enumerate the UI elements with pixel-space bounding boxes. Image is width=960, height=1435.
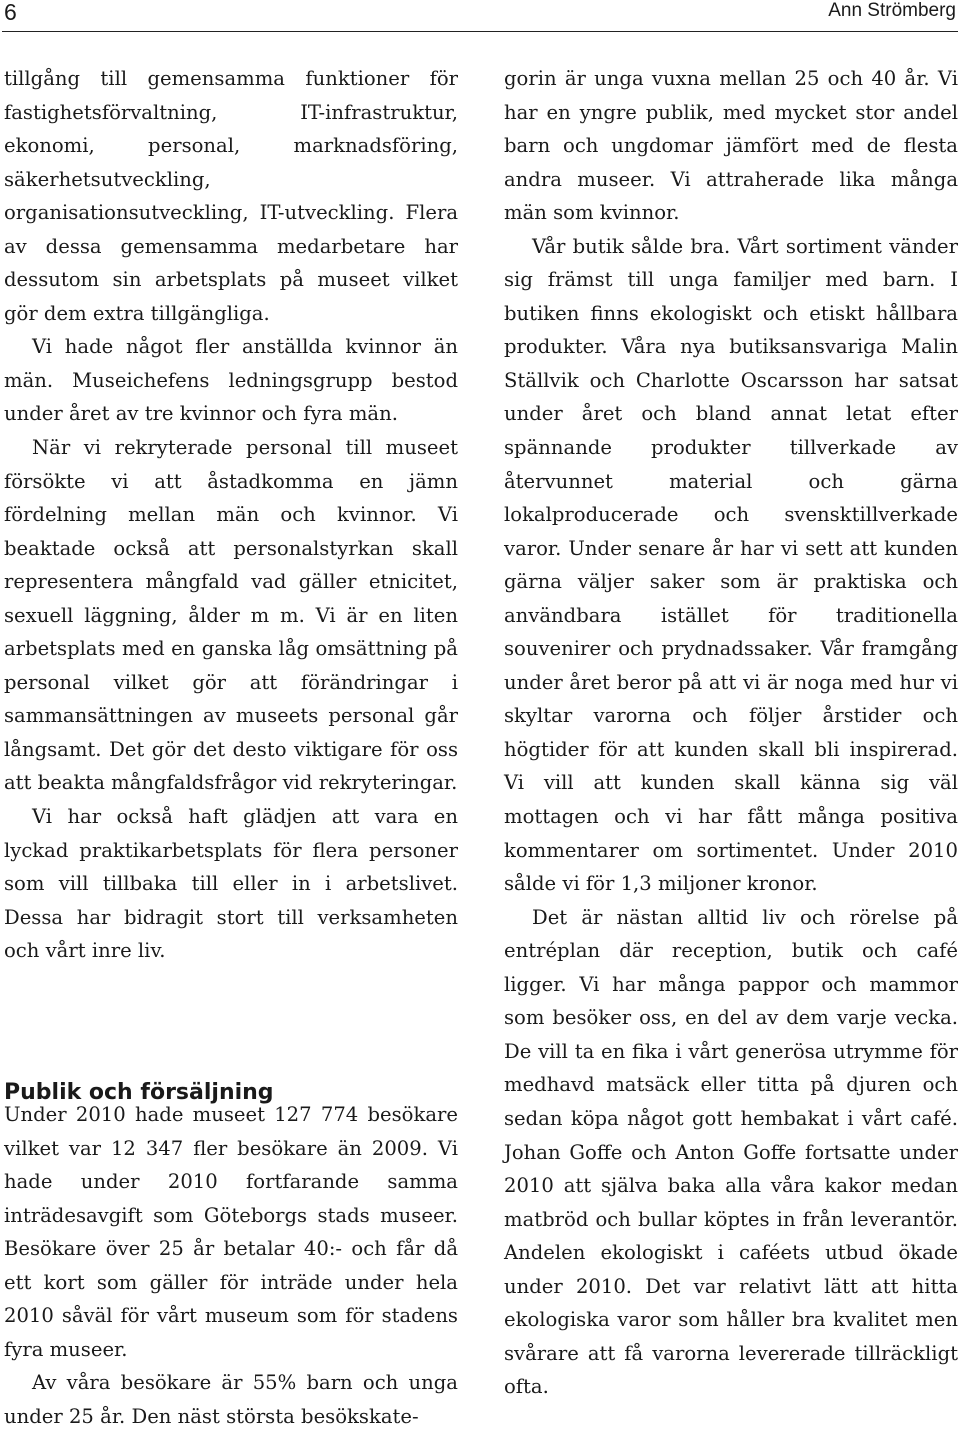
- running-head-author: Ann Strömberg: [828, 0, 956, 21]
- page-number: 6: [4, 0, 17, 25]
- header-rule: [2, 31, 958, 32]
- paragraph-internships: Vi har också haft glädjen att vara en lyckad praktikarbetsplats för flera personer som vill tillbaka till eller in i arbetslivet. Dessa har bidragit stort till verksamheten och vårt inre liv.: [4, 805, 458, 963]
- paragraph-shared-functions: tillgång till gemensamma funktioner för fastighetsförvaltning, IT-infrastruktur, ekonomi, personal, marknadsföring, säkerhetsutveckling, organisationsutveckling, IT-utveckling. Flera av dessa gemensamma medarbetare har dessutom sin arbetsplats på museet vilket gör dem extra tillgängliga.: [4, 67, 458, 325]
- paragraph-young-audience: gorin är unga vuxna mellan 25 och 40 år. Vi har en yngre publik, med mycket stor andel barn och ungdomar jämfört med de flesta andra museer. Vi attraherade lika många män som kvinnor.: [504, 67, 958, 225]
- paragraph-cafe: Det är nästan alltid liv och rörelse på entréplan där reception, butik och café ligger. Vi har många pappor och mammor som besöker oss, en del av dem varje vecka. De vill ta en fika i vårt generösa utrymme för medhavd matsäck eller titta på djuren och sedan köpa något gott hembakat i vårt café. Johan Goffe och Anton Goffe fortsatte under 2010 att själva baka alla våra kakor medan matbröd och bullar köptes in från leverantör. Andelen ekologiskt i caféets utbud ökade under 2010. Det var relativt lätt att hitta ekologiska varor som håller bra kvalitet men svårare att få varorna levererade tillräckligt ofta.: [504, 905, 958, 1399]
- section-heading-publik: Publik och försäljning: [4, 1080, 274, 1106]
- paragraph-shop: Vår butik sålde bra. Vårt sortiment vänder sig främst till unga familjer med barn. I butiken finns ekologiskt och etiskt hållbara produkter. Våra nya butiksansvariga Malin Ställvik och Charlotte Oscarsson har satsat under året och bland annat letat efter spännande produkter tillverkade av återvunnet material och gärna lokalproducerade och svensktillverkade varor. Under senare år har vi sett att kunden gärna väljer saker som är praktiska och användbara istället för traditionella souvenirer och prydnadssaker. Vår framgång under året beror på att vi är noga med hur vi skyltar varorna och följer årstider och högtider för att kunden skall bli inspirerad. Vi vill att kunden skall känna sig väl mottagen och vi har fått många positiva kommentarer om sortimentet. Under 2010 sålde vi för 1,3 miljoner kronor.: [504, 234, 958, 896]
- right-column: [504, 62, 958, 1404]
- paragraph-staff-gender: Vi hade något fler anställda kvinnor än män. Museichefens ledningsgrupp bestod under året av tre kvinnor och fyra män.: [4, 335, 458, 426]
- paragraph-visitor-ages: Av våra besökare är 55% barn och unga under 25 år. Den näst största besökskate-: [4, 1371, 458, 1428]
- paragraph-visitors-2010: Under 2010 hade museet 127 774 besökare vilket var 12 347 fler besökare än 2009. Vi hade under 2010 fortfarande samma inträdesavgift som Göteborgs stads museer. Besökare över 25 år betalar 40:- och får då ett kort som gäller för inträde under hela 2010 såväl för vårt museum som för stadens fyra museer.: [4, 1103, 458, 1361]
- page-header: [0, 0, 960, 32]
- left-column-lower: [4, 1098, 458, 1433]
- left-column: [4, 62, 458, 968]
- paragraph-recruitment: När vi rekryterade personal till museet försökte vi att åstadkomma en jämn fördelning mellan män och kvinnor. Vi beaktade också att personalstyrkan skall representera mångfald vad gäller etnicitet, sexuell läggning, ålder m m. Vi är en liten arbetsplats med en ganska låg omsättning på personal vilket gör att förändringar i sammansättningen av museets personal går långsamt. Det gör det desto viktigare för oss att beakta mångfaldsfrågor vid rekryteringar.: [4, 436, 458, 795]
